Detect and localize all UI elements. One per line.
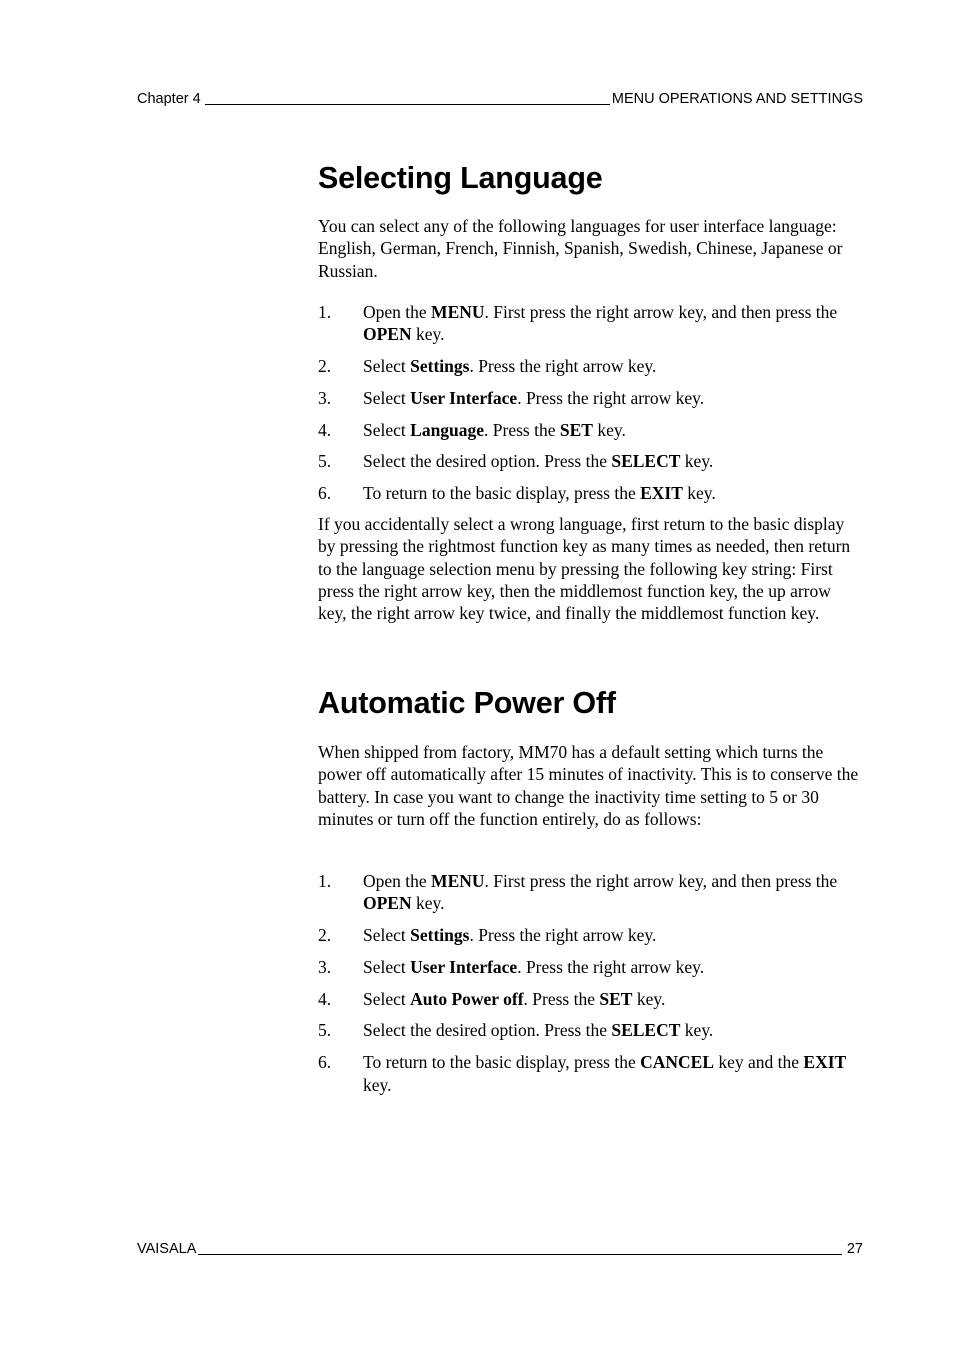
step-number: 1.	[318, 302, 332, 322]
list-item	[318, 1051, 863, 1096]
step-number: 3.	[318, 387, 332, 408]
step-number: 2.	[318, 356, 332, 377]
step-text: Select Auto Power off. Press the SET key.	[363, 988, 666, 1009]
list-item	[318, 924, 863, 946]
page-footer	[137, 1240, 863, 1258]
step-number: 1.	[318, 871, 332, 891]
section1-steps-block	[318, 301, 863, 505]
step-text: To return to the basic display, press the CANCEL key and the EXIT key.	[363, 1052, 847, 1095]
step-text: Open the MENU. First press the right arrow key, and then press the OPEN key.	[363, 302, 838, 345]
footer-rule	[198, 1253, 841, 1255]
step-text: Select Settings. Press the right arrow key.	[363, 356, 657, 377]
list-item	[318, 419, 863, 441]
step-number: 3.	[318, 956, 332, 977]
step-text: Select Settings. Press the right arrow key.	[363, 925, 657, 946]
list-item	[318, 301, 863, 346]
section1-intro: You can select any of the following languages for user interface language: English, German, French, Finnish, Spanish, Swedish, Chinese, Japanese or Russian.	[318, 216, 843, 281]
chapter-label: Chapter 4	[137, 91, 201, 107]
section2-intro: When shipped from factory, MM70 has a default setting which turns the power off automatically after 15 minutes of inactivity. This is to conserve the battery. In case you want to change the inactivity time setting to 5 or 30 minutes or turn off the function entirely, do as follows:	[318, 742, 859, 829]
list-item	[318, 1019, 863, 1041]
header-rule	[205, 103, 610, 105]
step-text: Open the MENU. First press the right arrow key, and then press the OPEN key.	[363, 871, 838, 914]
step-number: 4.	[318, 988, 332, 1009]
page-header	[137, 90, 863, 108]
list-item	[318, 956, 863, 978]
step-text: Select the desired option. Press the SELECT key.	[363, 451, 714, 472]
section1-steps	[318, 301, 863, 505]
section-heading: Automatic Power Off	[318, 686, 616, 720]
list-item	[318, 355, 863, 377]
section2-intro-block	[318, 741, 863, 830]
section-selecting-language	[318, 160, 863, 196]
step-text: Select Language. Press the SET key.	[363, 419, 626, 440]
section-heading: Selecting Language	[318, 161, 603, 195]
step-number: 5.	[318, 451, 332, 472]
chapter-title: MENU OPERATIONS AND SETTINGS	[611, 91, 863, 107]
section-automatic-power-off	[318, 685, 863, 721]
list-item	[318, 387, 863, 409]
section1-note: If you accidentally select a wrong language, first return to the basic display by pressing the rightmost function key as many times as needed, then return to the language selection menu by pressing the following key string: First press the right arrow key, then the middlemost function key, the up arrow key, the right arrow key twice, and finally the middlemost function key.	[318, 514, 851, 624]
list-item	[318, 482, 863, 504]
step-text: To return to the basic display, press the EXIT key.	[363, 483, 716, 504]
step-number: 4.	[318, 419, 332, 440]
step-number: 6.	[318, 483, 332, 504]
section1-intro-block	[318, 215, 863, 282]
step-text: Select User Interface. Press the right arrow key.	[363, 387, 705, 408]
step-number: 6.	[318, 1052, 332, 1073]
step-number: 5.	[318, 1020, 332, 1041]
step-number: 2.	[318, 925, 332, 946]
company-name: VAISALA	[137, 1241, 197, 1257]
page-number: 27	[846, 1241, 863, 1257]
list-item	[318, 988, 863, 1010]
step-text: Select User Interface. Press the right arrow key.	[363, 956, 705, 977]
section2-steps-block	[318, 870, 863, 1096]
section2-steps	[318, 870, 863, 1096]
list-item	[318, 450, 863, 472]
section1-note-block	[318, 513, 863, 624]
step-text: Select the desired option. Press the SELECT key.	[363, 1020, 714, 1041]
list-item	[318, 870, 863, 915]
